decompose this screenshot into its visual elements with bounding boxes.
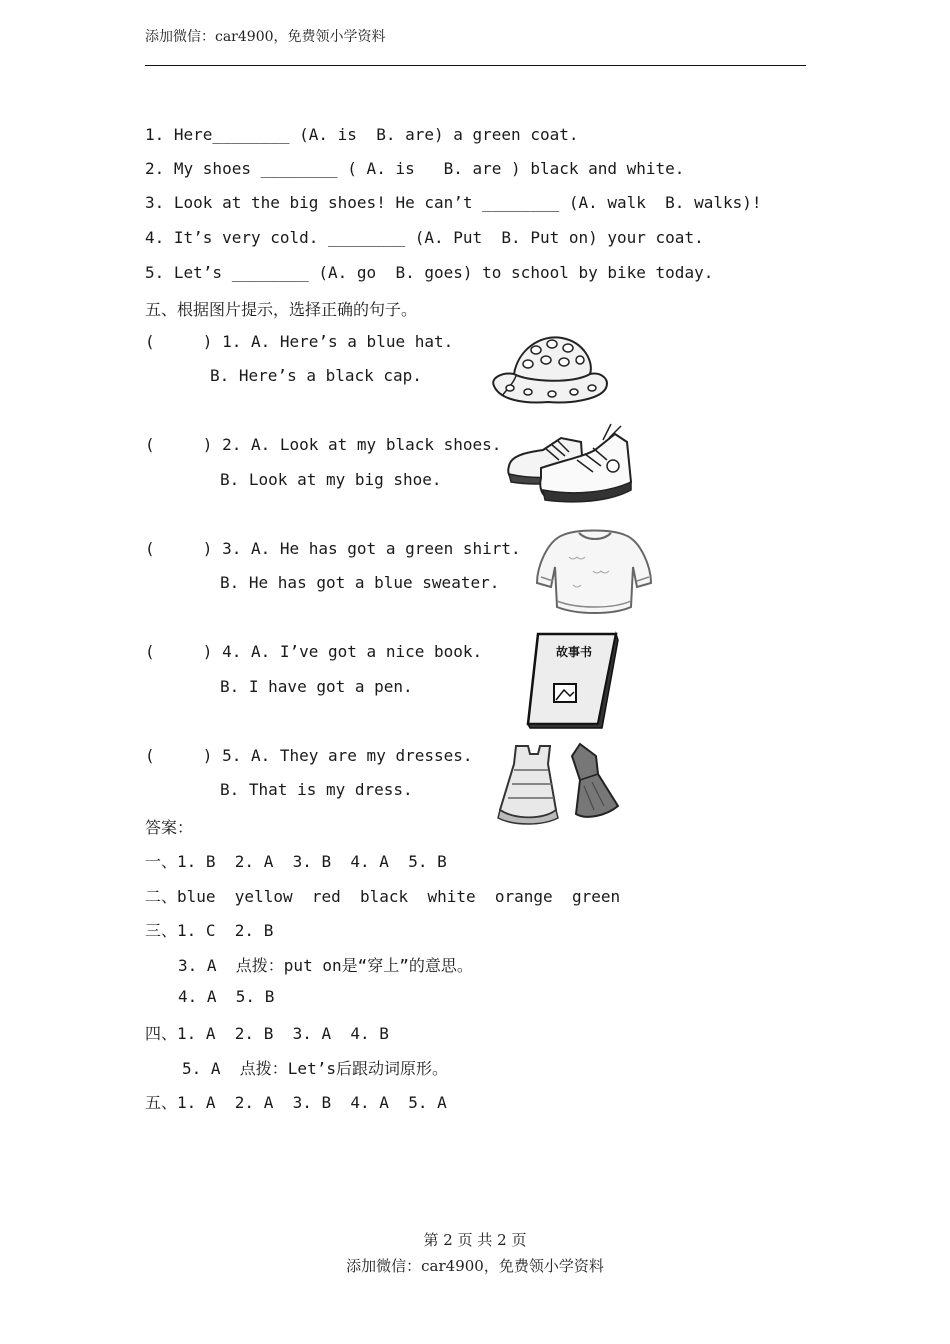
- section5-title: 五、根据图片提示，选择正确的句子。: [145, 300, 418, 319]
- hat-icon: [488, 328, 614, 408]
- answer-line-3: 三、1. C 2. B: [145, 921, 274, 940]
- dresses-icon: [494, 740, 624, 826]
- question-3-option-b: B. He has got a blue sweater.: [220, 573, 500, 592]
- fill-item-4: 4. It’s very cold. ________ (A. Put B. Put on) your coat.: [145, 228, 704, 247]
- sweater-icon: [533, 527, 655, 617]
- answer-line-8: 五、1. A 2. A 3. B 4. A 5. A: [145, 1093, 447, 1112]
- fill-item-3: 3. Look at the big shoes! He can’t ________ (A. walk B. walks)!: [145, 193, 762, 212]
- question-3-option-a: ( ) 3. A. He has got a green shirt.: [145, 539, 521, 558]
- question-5-option-b: B. That is my dress.: [220, 780, 413, 799]
- answer-line-1: 一、1. B 2. A 3. B 4. A 5. B: [145, 852, 447, 871]
- question-4-option-a: ( ) 4. A. I’ve got a nice book.: [145, 642, 483, 661]
- question-1-option-b: B. Here’s a black cap.: [210, 366, 422, 385]
- footer-note: 添加微信：car4900，免费领小学资料: [346, 1257, 604, 1275]
- page-number: 第 2 页 共 2 页: [423, 1231, 527, 1249]
- answers-title: 答案：: [145, 818, 194, 837]
- answer-line-5: 4. A 5. B: [178, 987, 275, 1006]
- answer-line-7: 5. A 点拨：Let’s后跟动词原形。: [182, 1059, 448, 1078]
- fill-item-1: 1. Here________ (A. is B. are) a green coat.: [145, 125, 579, 144]
- book-icon: [524, 630, 620, 730]
- question-4-option-b: B. I have got a pen.: [220, 677, 413, 696]
- header-rule: [145, 65, 806, 66]
- answer-line-2: 二、blue yellow red black white orange green: [145, 887, 621, 906]
- answer-line-6: 四、1. A 2. B 3. A 4. B: [145, 1024, 389, 1043]
- question-5-option-a: ( ) 5. A. They are my dresses.: [145, 746, 473, 765]
- question-2-option-b: B. Look at my big shoe.: [220, 470, 442, 489]
- shoes-icon: [505, 420, 635, 506]
- header-note: 添加微信：car4900，免费领小学资料: [145, 29, 386, 45]
- answer-line-4: 3. A 点拨：put on是“穿上”的意思。: [178, 956, 473, 975]
- fill-item-2: 2. My shoes ________ ( A. is B. are ) black and white.: [145, 159, 685, 178]
- book-cover-title: 故事书: [556, 645, 593, 659]
- question-2-option-a: ( ) 2. A. Look at my black shoes.: [145, 435, 502, 454]
- fill-item-5: 5. Let’s ________ (A. go B. goes) to school by bike today.: [145, 263, 714, 282]
- question-1-option-a: ( ) 1. A. Here’s a blue hat.: [145, 332, 454, 351]
